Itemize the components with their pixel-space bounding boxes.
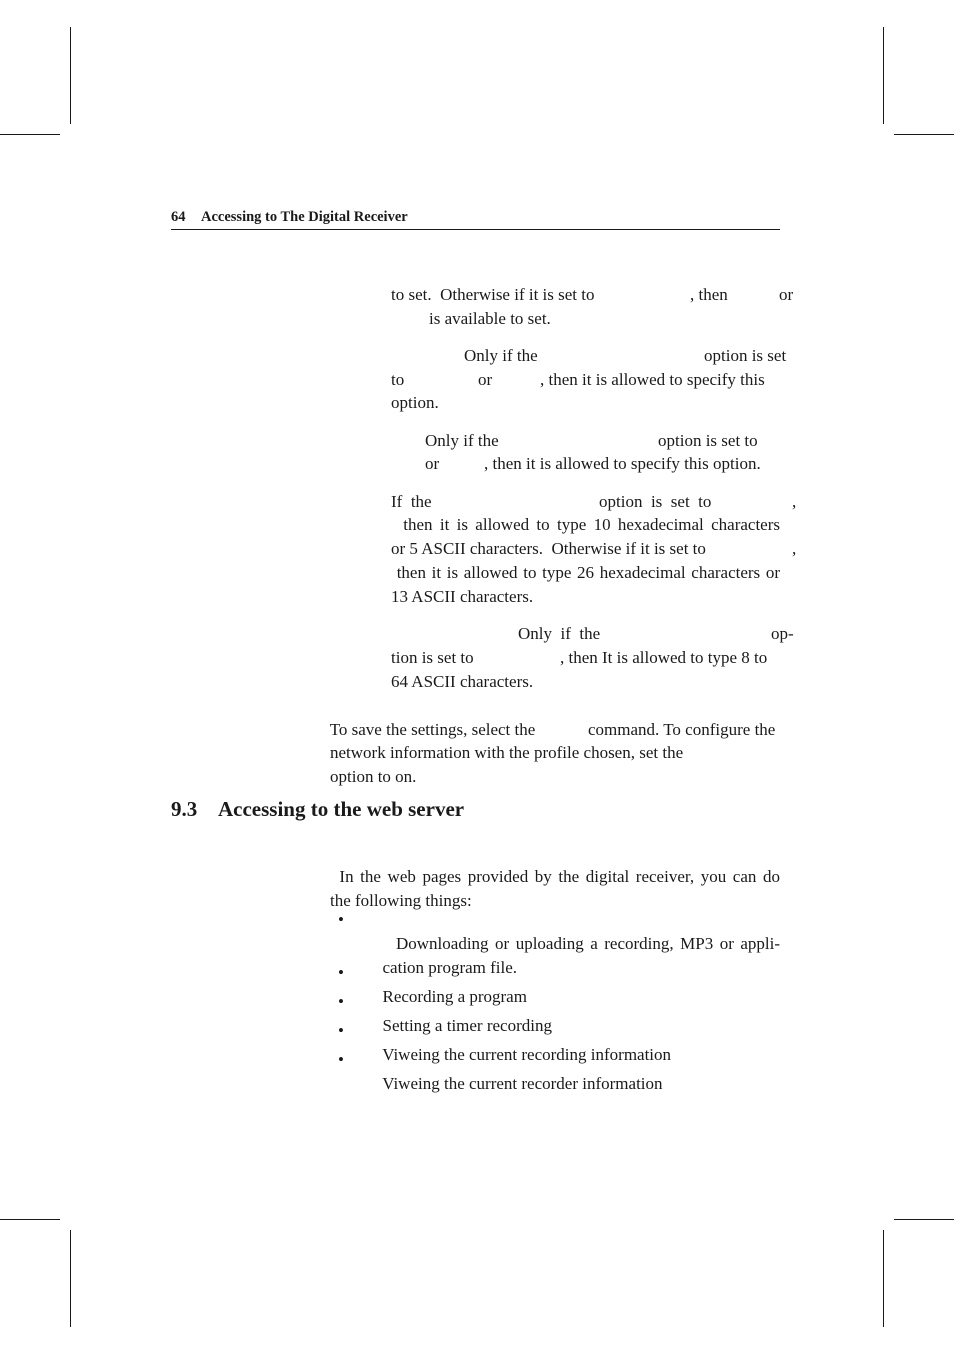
text-fragment: , [792,492,797,511]
text-fragment: tion is set to [391,648,474,667]
bullet-icon: • [338,963,344,982]
text-fragment: , then It is allowed to type 8 to [560,648,768,667]
text-fragment: option is set to [599,492,712,511]
crop-mark [0,1219,60,1220]
text-fragment: option is set to [658,431,758,450]
page-number: 64 [171,209,186,225]
text-fragment: is available to set. [429,309,551,328]
running-title: Accessing to The Digital Receiver [201,209,408,225]
section-number: 9.3 [171,797,198,821]
bullet-icon: • [338,1021,344,1040]
crop-mark [0,134,60,135]
crop-mark [894,1219,954,1220]
text-fragment: option. [391,393,439,412]
text-fragment: to set. Otherwise if it is set to [391,285,595,304]
section-heading [171,797,464,822]
crop-mark [883,1230,884,1327]
text-fragment: Setting a timer recording [382,1016,552,1035]
bullet-icon: • [338,992,344,1011]
text-fragment: or [478,370,493,389]
text-fragment: the following things: [330,891,472,910]
text-fragment: option to on. [330,767,417,786]
text-fragment: Viweing the current recorder information [382,1074,663,1093]
text-fragment: , then [690,285,728,304]
text-fragment: 13 ASCII characters. [391,587,534,606]
text-fragment: Only if the [518,624,601,643]
text-fragment: Recording a program [382,987,527,1006]
text-fragment: or [779,285,794,304]
section-title: Accessing to the web server [218,797,465,821]
text-fragment: To save the settings, select the [329,720,536,739]
bullet-icon: • [338,910,344,929]
text-fragment: or 5 ASCII characters. Otherwise if it is set to [391,539,706,558]
text-fragment: to [391,370,405,389]
text-fragment: option is set [704,346,787,365]
text-fragment: network information with the profile chosen, set the [330,743,684,762]
crop-mark [70,27,71,124]
text-line [357,1048,663,1120]
text-fragment: then it is allowed to type 26 hexadecimal characters or [396,563,781,582]
text-fragment: Downloading or uploading a recording, MP3 or appli- [396,934,781,953]
crop-mark [894,134,954,135]
text-fragment: , then it is allowed to specify this option. [484,454,761,473]
text-fragment: , [792,539,797,558]
crop-mark [70,1230,71,1327]
text-fragment: 64 ASCII characters. [391,672,534,691]
text-fragment: Only if the [464,346,538,365]
text-fragment: Only if the [425,431,499,450]
running-header [171,209,780,230]
text-line [543,622,767,694]
text-fragment: command. To configure the [588,720,776,739]
crop-mark [883,27,884,124]
text-fragment: then it is allowed to type 10 hexadecimal characters [403,515,780,534]
text-fragment: In the web pages provided by the digital receiver, you can do [339,867,780,886]
bullet-icon: • [338,1050,344,1069]
text-fragment: cation program file. [382,958,518,977]
text-fragment: If the [391,492,432,511]
text-fragment: op- [771,624,794,643]
text-fragment: Viweing the current recording information [382,1045,672,1064]
text-fragment: or [425,454,440,473]
text-fragment: , then it is allowed to specify this [540,370,765,389]
